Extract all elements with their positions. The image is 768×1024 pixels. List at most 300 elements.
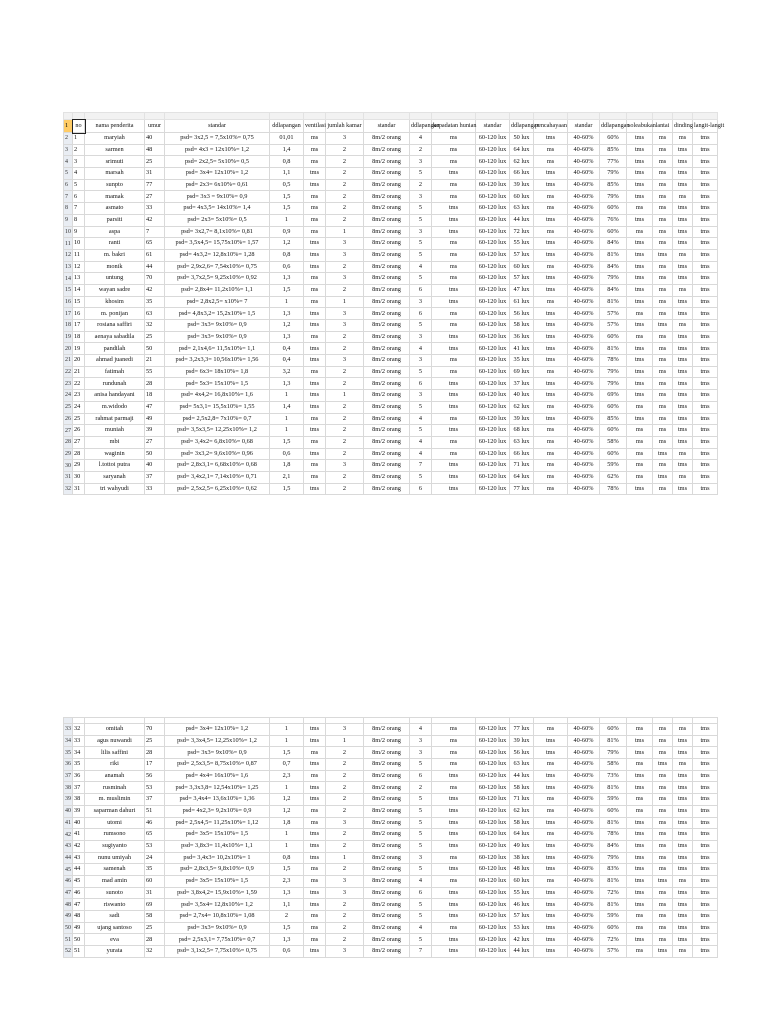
table-cell[interactable]: 60-120 lux <box>476 770 510 782</box>
table-cell[interactable]: 28 <box>145 378 165 390</box>
table-cell[interactable]: ms <box>653 817 673 829</box>
header-cell[interactable]: umur <box>145 120 165 133</box>
table-cell[interactable]: ms <box>653 805 673 817</box>
table-cell[interactable]: tms <box>534 735 568 747</box>
table-cell[interactable]: 53 lux <box>510 922 534 934</box>
table-cell[interactable]: 81% <box>600 296 627 308</box>
table-cell[interactable]: psd= 3,2x3,3= 10,56x10%= 1,56 <box>165 355 270 367</box>
table-cell[interactable]: ms <box>304 747 326 759</box>
table-cell[interactable]: 2 <box>270 911 304 923</box>
table-cell[interactable]: 60-120 lux <box>476 226 510 238</box>
table-cell[interactable]: ms <box>653 735 673 747</box>
table-cell[interactable]: psd= 2,1x4,6= 11,5x10%= 1,1 <box>165 343 270 355</box>
table-cell[interactable]: 5 <box>410 401 432 413</box>
table-cell[interactable]: tms <box>534 179 568 191</box>
table-cell[interactable]: tms <box>673 390 693 402</box>
table-cell[interactable]: 8m/2 orang <box>364 875 410 887</box>
header-cell[interactable]: ddlapangan <box>270 120 304 133</box>
table-cell[interactable]: 40-60% <box>568 331 600 343</box>
table-cell[interactable]: 40-60% <box>568 144 600 156</box>
table-cell[interactable]: ms <box>304 284 326 296</box>
table-cell[interactable]: 41 lux <box>510 343 534 355</box>
table-cell[interactable]: 59% <box>600 794 627 806</box>
table-cell[interactable]: 56 <box>145 770 165 782</box>
table-cell[interactable]: 48 lux <box>510 864 534 876</box>
table-cell[interactable]: ms <box>627 471 653 483</box>
table-cell[interactable]: tms <box>627 887 653 899</box>
table-cell[interactable]: ms <box>627 448 653 460</box>
table-cell[interactable]: 8m/2 orang <box>364 331 410 343</box>
table-cell[interactable]: tms <box>693 770 718 782</box>
table-cell[interactable]: 13 <box>73 273 85 285</box>
table-cell[interactable]: tms <box>534 331 568 343</box>
table-cell[interactable]: ms <box>304 413 326 425</box>
table-cell[interactable]: 60-120 lux <box>476 308 510 320</box>
table-cell[interactable]: 2 <box>326 425 364 437</box>
table-cell[interactable]: tms <box>432 899 476 911</box>
table-cell[interactable]: 84% <box>600 284 627 296</box>
table-cell[interactable]: 4 <box>410 875 432 887</box>
table-cell[interactable]: 44 <box>145 261 165 273</box>
table-cell[interactable]: 1 <box>326 390 364 402</box>
row-header[interactable]: 52 <box>64 946 73 958</box>
table-cell[interactable]: ms <box>304 471 326 483</box>
table-cell[interactable]: sugiyanto <box>85 840 145 852</box>
row-header[interactable]: 15 <box>64 284 73 296</box>
table-cell[interactable]: 0,9 <box>270 226 304 238</box>
table-cell[interactable]: tms <box>534 214 568 226</box>
table-cell[interactable]: tms <box>304 735 326 747</box>
table-cell[interactable]: 3 <box>326 724 364 736</box>
table-cell[interactable]: 60% <box>600 133 627 145</box>
table-cell[interactable]: 60-120 lux <box>476 401 510 413</box>
table-cell[interactable]: 81% <box>600 782 627 794</box>
table-cell[interactable]: tms <box>534 249 568 261</box>
table-cell[interactable]: ms <box>653 425 673 437</box>
table-cell[interactable]: tms <box>304 390 326 402</box>
table-cell[interactable]: tms <box>432 284 476 296</box>
row-header[interactable]: 3 <box>64 144 73 156</box>
table-cell[interactable]: 7 <box>73 203 85 215</box>
table-cell[interactable]: psd= 4x3,5= 14x10%= 1,4 <box>165 203 270 215</box>
table-cell[interactable]: 8m/2 orang <box>364 852 410 864</box>
table-cell[interactable]: 2 <box>326 401 364 413</box>
table-cell[interactable]: 8m/2 orang <box>364 425 410 437</box>
table-cell[interactable]: 72% <box>600 887 627 899</box>
table-cell[interactable]: ms <box>653 331 673 343</box>
table-cell[interactable]: 1 <box>270 425 304 437</box>
table-cell[interactable]: 1,4 <box>270 401 304 413</box>
table-cell[interactable]: 5 <box>410 794 432 806</box>
table-cell[interactable]: 4 <box>410 448 432 460</box>
row-header[interactable]: 10 <box>64 226 73 238</box>
table-cell[interactable]: tms <box>534 946 568 958</box>
table-cell[interactable]: 2 <box>410 782 432 794</box>
table-cell[interactable]: tms <box>304 378 326 390</box>
table-cell[interactable]: 40-60% <box>568 261 600 273</box>
table-cell[interactable]: 1,1 <box>270 168 304 180</box>
table-cell[interactable]: 3 <box>326 355 364 367</box>
table-cell[interactable]: 60-120 lux <box>476 852 510 864</box>
table-cell[interactable]: anamah <box>85 770 145 782</box>
table-cell[interactable]: monik <box>85 261 145 273</box>
table-cell[interactable]: 60-120 lux <box>476 343 510 355</box>
table-cell[interactable]: 21 <box>145 355 165 367</box>
table-cell[interactable]: 60% <box>600 805 627 817</box>
table-cell[interactable]: 60% <box>600 922 627 934</box>
table-cell[interactable]: ms <box>432 747 476 759</box>
table-cell[interactable]: tms <box>534 922 568 934</box>
table-cell[interactable]: 8m/2 orang <box>364 284 410 296</box>
table-cell[interactable]: 40-60% <box>568 448 600 460</box>
table-cell[interactable]: 40-60% <box>568 782 600 794</box>
table-cell[interactable]: tms <box>693 782 718 794</box>
table-cell[interactable]: psd= 3,5x3,5= 12,25x10%= 1,2 <box>165 425 270 437</box>
table-cell[interactable]: 59% <box>600 911 627 923</box>
table-cell[interactable]: 1 <box>270 390 304 402</box>
header-cell[interactable]: langit-langit <box>693 120 718 133</box>
table-cell[interactable]: 2 <box>326 864 364 876</box>
table-cell[interactable]: tms <box>693 759 718 771</box>
table-cell[interactable]: ms <box>653 911 673 923</box>
table-cell[interactable]: ms <box>304 214 326 226</box>
table-cell[interactable]: 73% <box>600 770 627 782</box>
row-header[interactable]: 27 <box>64 425 73 437</box>
table-cell[interactable]: 60-120 lux <box>476 471 510 483</box>
table-cell[interactable]: 5 <box>410 934 432 946</box>
table-cell[interactable]: 69% <box>600 390 627 402</box>
table-cell[interactable]: 58% <box>600 759 627 771</box>
table-cell[interactable]: ms <box>534 794 568 806</box>
table-cell[interactable]: 2 <box>326 805 364 817</box>
table-cell[interactable]: 71 lux <box>510 460 534 472</box>
table-cell[interactable]: psd= 2,5x2,5= 6,25x10%= 0,62 <box>165 483 270 495</box>
table-cell[interactable]: psd= 4x4,2= 16,8x10%= 1,6 <box>165 390 270 402</box>
table-cell[interactable]: tms <box>627 390 653 402</box>
table-cell[interactable]: psd= 2,8x2,5= x10%= 7 <box>165 296 270 308</box>
table-cell[interactable]: ms <box>673 191 693 203</box>
table-cell[interactable]: ms <box>432 191 476 203</box>
row-header[interactable]: 38 <box>64 782 73 794</box>
table-cell[interactable]: ms <box>304 156 326 168</box>
table-cell[interactable]: 77 lux <box>510 483 534 495</box>
table-cell[interactable]: 39 <box>73 805 85 817</box>
table-cell[interactable]: 60-120 lux <box>476 864 510 876</box>
table-cell[interactable]: maryiah <box>85 133 145 145</box>
table-cell[interactable]: 1,3 <box>270 887 304 899</box>
table-cell[interactable]: ranti <box>85 238 145 250</box>
table-cell[interactable]: ms <box>432 922 476 934</box>
table-cell[interactable]: tms <box>627 817 653 829</box>
table-cell[interactable]: 58% <box>600 436 627 448</box>
table-cell[interactable]: 60-120 lux <box>476 378 510 390</box>
table-cell[interactable]: 35 <box>145 296 165 308</box>
table-cell[interactable]: tms <box>432 226 476 238</box>
table-cell[interactable]: 50 <box>145 448 165 460</box>
table-cell[interactable]: 60-120 lux <box>476 875 510 887</box>
table-cell[interactable]: 59% <box>600 460 627 472</box>
table-cell[interactable]: ms <box>673 875 693 887</box>
table-cell[interactable]: aspa <box>85 226 145 238</box>
table-cell[interactable]: 60-120 lux <box>476 156 510 168</box>
table-cell[interactable]: 81% <box>600 817 627 829</box>
table-cell[interactable]: 60-120 lux <box>476 922 510 934</box>
table-cell[interactable]: 40-60% <box>568 378 600 390</box>
table-cell[interactable]: 1,5 <box>270 922 304 934</box>
table-cell[interactable]: tms <box>673 817 693 829</box>
table-cell[interactable]: 8m/2 orang <box>364 308 410 320</box>
table-cell[interactable]: eva <box>85 934 145 946</box>
table-cell[interactable]: 1,5 <box>270 203 304 215</box>
table-cell[interactable]: 4 <box>410 413 432 425</box>
table-cell[interactable]: ms <box>304 133 326 145</box>
table-cell[interactable]: 60-120 lux <box>476 249 510 261</box>
table-cell[interactable]: 69 <box>145 899 165 911</box>
table-cell[interactable]: tms <box>534 273 568 285</box>
table-cell[interactable]: ms <box>534 829 568 841</box>
table-cell[interactable]: psd= 3,8x4,2= 15,9x10%= 1,59 <box>165 887 270 899</box>
table-cell[interactable]: 0,6 <box>270 448 304 460</box>
table-cell[interactable]: 01,01 <box>270 133 304 145</box>
table-cell[interactable]: 28 <box>145 747 165 759</box>
table-cell[interactable]: 40-60% <box>568 401 600 413</box>
table-cell[interactable]: 38 lux <box>510 852 534 864</box>
table-cell[interactable]: tms <box>673 425 693 437</box>
table-cell[interactable]: 30 <box>73 471 85 483</box>
row-header[interactable]: 22 <box>64 366 73 378</box>
table-cell[interactable]: 2 <box>326 483 364 495</box>
table-cell[interactable]: tms <box>304 946 326 958</box>
table-cell[interactable]: rundunah <box>85 378 145 390</box>
table-cell[interactable]: 84% <box>600 840 627 852</box>
table-cell[interactable]: psd= 3,4x2,1= 7,14x10%= 0,71 <box>165 471 270 483</box>
table-cell[interactable]: tms <box>627 238 653 250</box>
table-cell[interactable]: 60-120 lux <box>476 238 510 250</box>
table-cell[interactable]: 64 lux <box>510 829 534 841</box>
table-cell[interactable]: tms <box>693 355 718 367</box>
table-cell[interactable]: 22 <box>73 378 85 390</box>
table-cell[interactable]: tms <box>673 273 693 285</box>
table-cell[interactable]: 40-60% <box>568 191 600 203</box>
table-cell[interactable]: ms <box>653 355 673 367</box>
table-cell[interactable]: 60-120 lux <box>476 794 510 806</box>
table-cell[interactable]: 79% <box>600 378 627 390</box>
table-cell[interactable]: 0,5 <box>270 179 304 191</box>
header-cell[interactable]: kepadatan hunian <box>432 120 476 133</box>
table-cell[interactable]: tms <box>673 782 693 794</box>
table-cell[interactable]: 8m/2 orang <box>364 735 410 747</box>
table-cell[interactable]: 32 <box>73 724 85 736</box>
table-cell[interactable]: 40-60% <box>568 875 600 887</box>
table-cell[interactable]: ms <box>534 401 568 413</box>
table-cell[interactable]: 84% <box>600 261 627 273</box>
table-cell[interactable]: tms <box>627 168 653 180</box>
table-cell[interactable]: 1 <box>270 829 304 841</box>
table-cell[interactable]: 1,1 <box>270 899 304 911</box>
table-cell[interactable]: ms <box>653 747 673 759</box>
table-cell[interactable]: tms <box>432 168 476 180</box>
table-cell[interactable]: 45 <box>73 875 85 887</box>
table-cell[interactable]: ms <box>432 249 476 261</box>
table-cell[interactable]: 8m/2 orang <box>364 747 410 759</box>
table-cell[interactable]: 85% <box>600 144 627 156</box>
table-cell[interactable]: 5 <box>410 840 432 852</box>
table-cell[interactable]: 8 <box>73 214 85 226</box>
table-cell[interactable]: 40-60% <box>568 296 600 308</box>
table-cell[interactable]: 60-120 lux <box>476 840 510 852</box>
table-cell[interactable]: 3 <box>410 852 432 864</box>
table-cell[interactable]: psd= 3x5= 15x10%= 1,5 <box>165 875 270 887</box>
table-cell[interactable]: tms <box>693 343 718 355</box>
table-cell[interactable]: 8m/2 orang <box>364 448 410 460</box>
table-cell[interactable]: 8m/2 orang <box>364 436 410 448</box>
table-cell[interactable]: ms <box>653 887 673 899</box>
table-cell[interactable]: 63 <box>145 308 165 320</box>
table-cell[interactable]: ms <box>432 144 476 156</box>
table-cell[interactable]: tms <box>534 320 568 332</box>
table-cell[interactable]: tms <box>627 273 653 285</box>
table-cell[interactable]: 3 <box>326 273 364 285</box>
table-cell[interactable]: 40-60% <box>568 840 600 852</box>
table-cell[interactable]: tms <box>534 817 568 829</box>
table-cell[interactable]: tms <box>693 238 718 250</box>
table-cell[interactable]: psd= 3,5x4,5= 15,75x10%= 1,57 <box>165 238 270 250</box>
table-cell[interactable]: 1 <box>270 840 304 852</box>
table-cell[interactable]: 55 <box>145 366 165 378</box>
table-cell[interactable]: tms <box>304 249 326 261</box>
header-cell[interactable]: jumlah kamar <box>326 120 364 133</box>
table-cell[interactable]: 40-60% <box>568 922 600 934</box>
table-cell[interactable]: ujang santoso <box>85 922 145 934</box>
table-cell[interactable]: 34 <box>73 747 85 759</box>
table-cell[interactable]: tms <box>693 747 718 759</box>
table-cell[interactable]: tms <box>534 782 568 794</box>
table-cell[interactable]: ms <box>627 946 653 958</box>
table-cell[interactable]: tms <box>693 436 718 448</box>
table-cell[interactable]: 2 <box>73 144 85 156</box>
table-cell[interactable]: 57 lux <box>510 249 534 261</box>
table-cell[interactable]: ms <box>304 144 326 156</box>
table-cell[interactable]: 40-60% <box>568 770 600 782</box>
table-cell[interactable]: 24 <box>145 852 165 864</box>
table-cell[interactable]: ms <box>304 460 326 472</box>
table-cell[interactable]: 26 <box>73 425 85 437</box>
table-cell[interactable]: 2,3 <box>270 770 304 782</box>
table-cell[interactable]: sarmen <box>85 144 145 156</box>
table-cell[interactable]: ms <box>653 343 673 355</box>
row-header[interactable]: 29 <box>64 448 73 460</box>
table-cell[interactable]: 5 <box>410 759 432 771</box>
table-cell[interactable]: 40-60% <box>568 203 600 215</box>
row-header[interactable]: 51 <box>64 934 73 946</box>
table-cell[interactable]: ahmad juanedi <box>85 355 145 367</box>
table-cell[interactable]: ms <box>653 922 673 934</box>
table-cell[interactable]: 44 lux <box>510 770 534 782</box>
table-cell[interactable]: tms <box>534 911 568 923</box>
table-cell[interactable]: 60-120 lux <box>476 829 510 841</box>
table-cell[interactable]: tms <box>627 355 653 367</box>
table-cell[interactable]: tms <box>673 378 693 390</box>
table-cell[interactable]: psd= 2,5x2,8= 7x10%= 0,7 <box>165 413 270 425</box>
table-cell[interactable]: tms <box>693 724 718 736</box>
table-cell[interactable]: ms <box>653 724 673 736</box>
table-cell[interactable]: omitah <box>85 724 145 736</box>
header-cell[interactable]: ddlapangan <box>410 120 432 133</box>
table-cell[interactable]: 72% <box>600 934 627 946</box>
table-cell[interactable]: ms <box>304 273 326 285</box>
table-cell[interactable]: tms <box>534 899 568 911</box>
table-cell[interactable]: tms <box>673 460 693 472</box>
table-cell[interactable]: tms <box>693 179 718 191</box>
row-header[interactable]: 24 <box>64 390 73 402</box>
table-cell[interactable]: 1 <box>270 214 304 226</box>
table-cell[interactable]: 46 <box>145 817 165 829</box>
table-cell[interactable]: ms <box>653 296 673 308</box>
row-header[interactable]: 33 <box>64 724 73 736</box>
table-cell[interactable]: 3 <box>410 747 432 759</box>
table-cell[interactable]: 25 <box>145 922 165 934</box>
table-cell[interactable]: ms <box>432 355 476 367</box>
table-cell[interactable]: 81% <box>600 899 627 911</box>
table-cell[interactable]: ms <box>653 840 673 852</box>
table-cell[interactable]: tms <box>534 770 568 782</box>
table-cell[interactable]: tms <box>304 448 326 460</box>
table-cell[interactable]: 40 lux <box>510 390 534 402</box>
table-cell[interactable]: tms <box>693 390 718 402</box>
table-cell[interactable]: 4 <box>410 724 432 736</box>
table-cell[interactable]: 55 lux <box>510 887 534 899</box>
table-cell[interactable]: psd= 3x3,2= 9,6x10%= 0,96 <box>165 448 270 460</box>
table-cell[interactable]: 40-60% <box>568 852 600 864</box>
table-cell[interactable]: tms <box>627 378 653 390</box>
table-cell[interactable]: psd= 3,4x2= 6,8x10%= 0,68 <box>165 436 270 448</box>
table-cell[interactable]: 60% <box>600 203 627 215</box>
table-cell[interactable]: 8m/2 orang <box>364 214 410 226</box>
table-cell[interactable]: ms <box>304 436 326 448</box>
row-header[interactable]: 7 <box>64 191 73 203</box>
table-cell[interactable]: 8m/2 orang <box>364 864 410 876</box>
table-cell[interactable]: 2 <box>326 168 364 180</box>
table-cell[interactable]: 60-120 lux <box>476 390 510 402</box>
table-cell[interactable]: 42 lux <box>510 934 534 946</box>
table-cell[interactable]: tms <box>534 852 568 864</box>
table-cell[interactable]: 3 <box>410 191 432 203</box>
table-cell[interactable]: tms <box>673 214 693 226</box>
table-cell[interactable]: 60-120 lux <box>476 911 510 923</box>
table-cell[interactable]: tms <box>673 366 693 378</box>
table-cell[interactable]: tms <box>432 911 476 923</box>
table-cell[interactable]: 8m/2 orang <box>364 273 410 285</box>
table-cell[interactable]: tms <box>304 168 326 180</box>
table-cell[interactable]: psd= 2x3= 6x10%= 0,61 <box>165 179 270 191</box>
row-header[interactable]: 40 <box>64 805 73 817</box>
table-cell[interactable]: 1 <box>326 735 364 747</box>
table-cell[interactable]: 8m/2 orang <box>364 133 410 145</box>
table-cell[interactable]: 40-60% <box>568 829 600 841</box>
table-cell[interactable]: 12 <box>73 261 85 273</box>
table-cell[interactable]: ms <box>653 864 673 876</box>
table-cell[interactable]: tms <box>627 852 653 864</box>
table-cell[interactable]: tms <box>693 794 718 806</box>
table-cell[interactable]: 40-60% <box>568 805 600 817</box>
table-cell[interactable]: 2 <box>326 331 364 343</box>
table-cell[interactable]: psd= 5x3,1= 15,5x10%= 1,55 <box>165 401 270 413</box>
table-cell[interactable]: 40-60% <box>568 747 600 759</box>
table-cell[interactable]: 0,8 <box>270 156 304 168</box>
table-cell[interactable]: tms <box>304 308 326 320</box>
table-cell[interactable]: 1 <box>270 724 304 736</box>
table-cell[interactable]: 60% <box>600 401 627 413</box>
